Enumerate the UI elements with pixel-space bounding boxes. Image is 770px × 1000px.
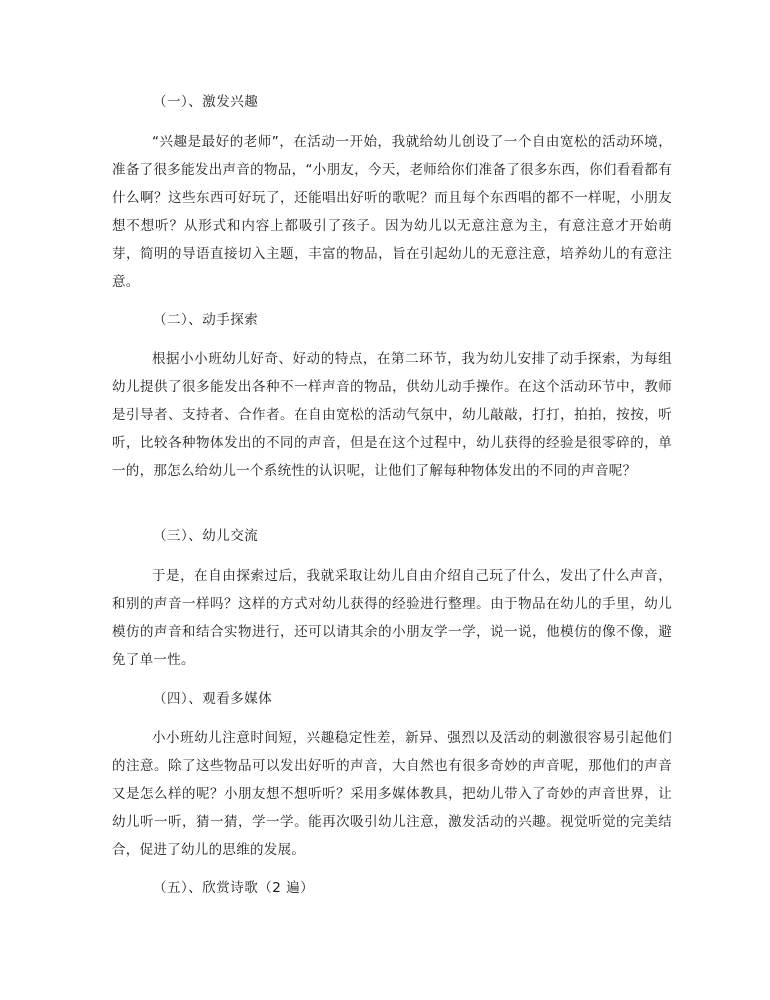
section-heading-1: （一）、激发兴趣 bbox=[153, 94, 259, 110]
section-body-1: “兴趣是最好的老师”，在活动一开始，我就给幼儿创设了一个自由宽松的活动环境，准备了很多能发出声音的物品，“小朋友，今天，老师给你们准备了很多东西，你们看看都有什么啊？这些东西可好玩了，还能唱出好听的歌呢？而且每个东西唱的都不一样呢，小朋友想不想听？从形式和内容上都吸引了孩子。因为幼儿以无意注意为主，有意注意才开始萌芽，简明的导语直接切入主题，丰富的物品，旨在引起幼儿的无意注意，培养幼儿的有意注意。 bbox=[112, 134, 672, 290]
section-heading-2: （二）、动手探索 bbox=[153, 312, 259, 328]
section-heading-5: （五）、欣赏诗歌（2 遍） bbox=[153, 880, 315, 896]
section-heading-3: （三）、幼儿交流 bbox=[153, 528, 259, 544]
section-body-4: 小小班幼儿注意时间短，兴趣稳定性差，新异、强烈以及活动的刺激很容易引起他们的注意。除了这些物品可以发出好听的声音，大自然也有很多奇妙的声音呢，那他们的声音又是怎么样的呢？小朋友想不想听听？采用多媒体教具，把幼儿带入了奇妙的声音世界，让幼儿听一听，猜一猜，学一学。能再次吸引幼儿注意，激发活动的兴趣。视觉听觉的完美结合，促进了幼儿的思维的发展。 bbox=[112, 730, 672, 858]
section-heading-4: （四）、观看多媒体 bbox=[153, 691, 273, 707]
section-body-3: 于是，在自由探索过后，我就采取让幼儿自由介绍自己玩了什么，发出了什么声音，和别的声音一样吗？这样的方式对幼儿获得的经验进行整理。由于物品在幼儿的手里，幼儿模仿的声音和结合实物进行，还可以请其余的小朋友学一学，说一说，他模仿的像不像，避免了单一性。 bbox=[112, 568, 672, 668]
section-body-2: 根据小小班幼儿好奇、好动的特点，在第二环节，我为幼儿安排了动手探索，为每组幼儿提供了很多能发出各种不一样声音的物品，供幼儿动手操作。在这个活动环节中，教师是引导者、支持者、合作者。在自由宽松的活动气氛中，幼儿敲敲，打打，拍拍，按按，听听，比较各种物体发出的不同的声音，但是在这个过程中，幼儿获得的经验是很零碎的，单一的，那怎么给幼儿一个系统性的认识呢，让他们了解每种物体发出的不同的声音呢？ bbox=[112, 351, 672, 479]
